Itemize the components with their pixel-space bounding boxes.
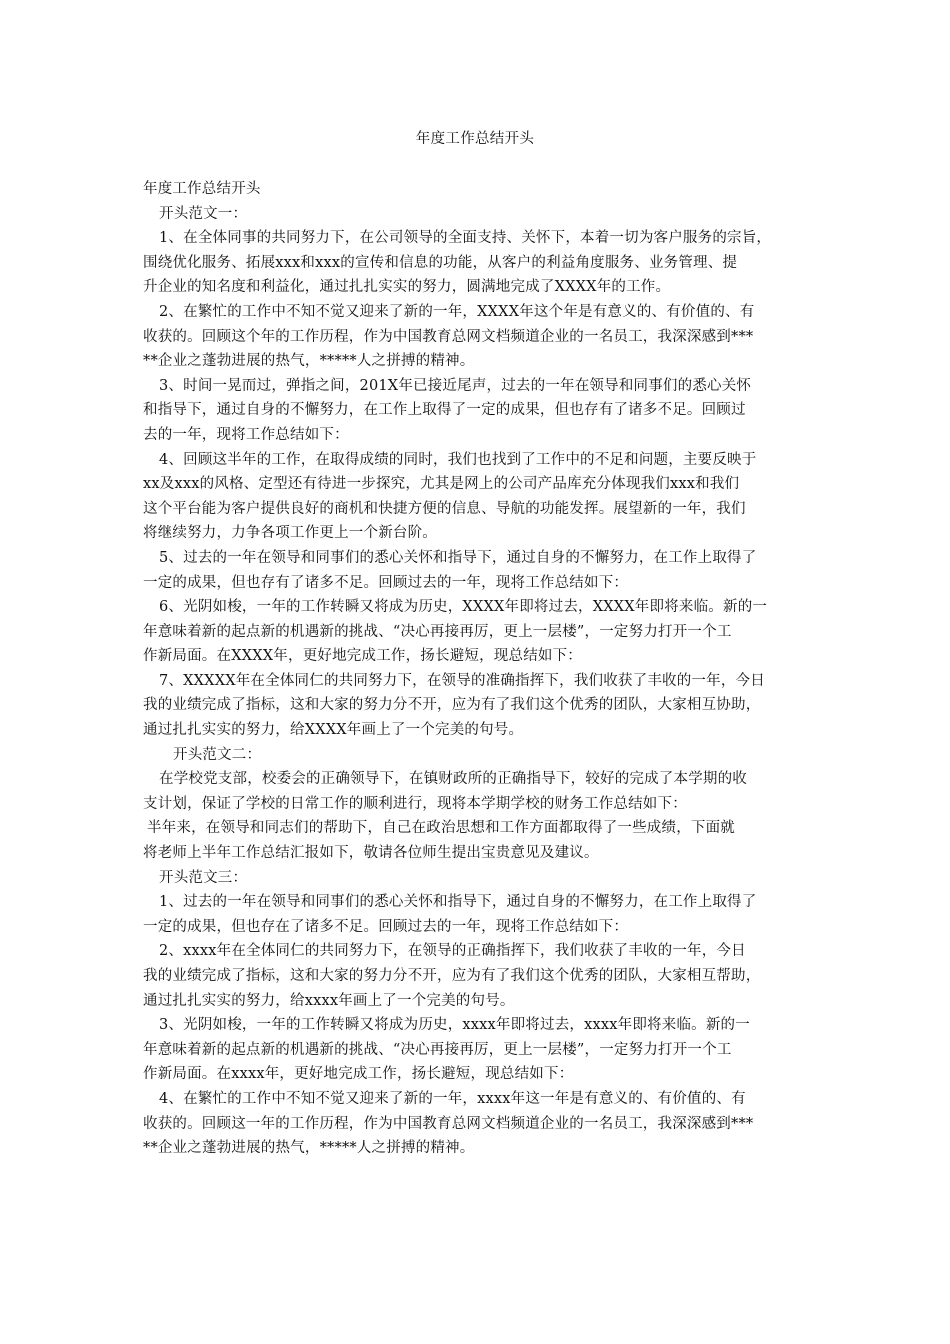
paragraph-line: 作新局面。在xxxx年，更好地完成工作，扬长避短，现总结如下：: [143, 1066, 574, 1083]
paragraph-line: 我的业绩完成了指标，这和大家的努力分不开，应为有了我们这个优秀的团队，大家相互协助，: [143, 697, 761, 714]
paragraph-line: 2、xxxx年在全体同仁的共同努力下，在领导的正确指挥下，我们收获了丰收的一年，今日: [159, 943, 746, 960]
subsection-heading: 开头范文一：: [159, 205, 248, 222]
paragraph-line: 7、XXXXX年在全体同仁的共同努力下，在领导的准确指挥下，我们收获了丰收的一年，今日: [159, 672, 765, 689]
paragraph-line: 4、在繁忙的工作中不知不觉又迎来了新的一年，xxxx年这一年是有意义的、有价值的、有: [159, 1090, 746, 1107]
paragraph-line: 半年来，在领导和同志们的帮助下，自己在政治思想和工作方面都取得了一些成绩，下面就: [147, 820, 735, 837]
paragraph-line: 2、在繁忙的工作中不知不觉又迎来了新的一年，XXXX年这个年是有意义的、有价值的、有: [159, 303, 755, 320]
paragraph-line: 1、在全体同事的共同努力下，在公司领导的全面支持、关怀下，本着一切为客户服务的宗旨，: [159, 230, 772, 247]
paragraph-line: **企业之蓬勃进展的热气，*****人之拼搏的精神。: [143, 353, 475, 370]
paragraph-line: 支计划，保证了学校的日常工作的顺利进行，现将本学期学校的财务工作总结如下：: [143, 795, 687, 812]
paragraph-line: **企业之蓬勃进展的热气，*****人之拼搏的精神。: [143, 1140, 475, 1157]
paragraph-line: xx及xxx的风格、定型还有待进一步探究，尤其是网上的公司产品库充分体现我们xxx和我们: [143, 476, 740, 493]
paragraph-line: 作新局面。在XXXX年，更好地完成工作，扬长避短，现总结如下：: [143, 648, 582, 665]
paragraph-line: 5、过去的一年在领导和同事们的悉心关怀和指导下，通过自身的不懈努力，在工作上取得了: [159, 549, 757, 566]
paragraph-line: 收获的。回顾这个年的工作历程，作为中国教育总网文档频道企业的一名员工，我深深感到***: [143, 328, 754, 345]
paragraph-line: 6、光阴如梭，一年的工作转瞬又将成为历史，XXXX年即将过去，XXXX年即将来临。新的一: [159, 599, 768, 616]
paragraph-line: 和指导下，通过自身的不懈努力，在工作上取得了一定的成果，但也存有了诸多不足。回顾过: [143, 402, 746, 419]
paragraph-line: 3、光阴如梭，一年的工作转瞬又将成为历史，xxxx年即将过去，xxxx年即将来临。新的一: [159, 1017, 750, 1034]
paragraph-line: 围绕优化服务、拓展xxx和xxx的宣传和信息的功能，从客户的利益角度服务、业务管理、提: [143, 254, 738, 271]
paragraph-line: 去的一年，现将工作总结如下：: [143, 426, 349, 443]
paragraph-line: 将老师上半年工作总结汇报如下，敬请各位师生提出宝贵意见及建议。: [143, 845, 599, 862]
paragraph-line: 通过扎扎实实的努力，给xxxx年画上了一个完美的句号。: [143, 992, 515, 1009]
subsection-heading: 开头范文三：: [159, 869, 248, 886]
paragraph-line: 这个平台能为客户提供良好的商机和快捷方便的信息、导航的功能发挥。展望新的一年，我们: [143, 500, 746, 517]
paragraph-line: 年意味着新的起点新的机遇新的挑战、“决心再接再厉，更上一层楼”，一定努力打开一个工: [143, 623, 732, 640]
paragraph-line: 升企业的知名度和利益化，通过扎扎实实的努力，圆满地完成了XXXX年的工作。: [143, 279, 671, 296]
paragraph-line: 一定的成果，但也存有了诸多不足。回顾过去的一年，现将工作总结如下：: [143, 574, 629, 591]
section-heading: 年度工作总结开头: [143, 181, 261, 197]
paragraph-line: 1、过去的一年在领导和同事们的悉心关怀和指导下，通过自身的不懈努力，在工作上取得了: [159, 894, 757, 911]
paragraph-line: 收获的。回顾这一年的工作历程，作为中国教育总网文档频道企业的一名员工，我深深感到***: [143, 1115, 754, 1132]
paragraph-line: 年意味着新的起点新的机遇新的挑战、“决心再接再厉，更上一层楼”，一定努力打开一个工: [143, 1041, 732, 1058]
paragraph-line: 将继续努力，力争各项工作更上一个新台阶。: [143, 525, 437, 542]
paragraph-line: 在学校党支部，校委会的正确领导下，在镇财政所的正确指导下，较好的完成了本学期的收: [159, 771, 747, 788]
paragraph-line: 一定的成果，但也存在了诸多不足。回顾过去的一年，现将工作总结如下：: [143, 918, 629, 935]
paragraph-line: 4、回顾这半年的工作，在取得成绩的同时，我们也找到了工作中的不足和问题，主要反映于: [159, 451, 757, 468]
paragraph-line: 我的业绩完成了指标，这和大家的努力分不开，应为有了我们这个优秀的团队，大家相互帮助，: [143, 968, 761, 984]
document-body: [143, 177, 815, 1161]
paragraph-line: 3、时间一晃而过，弹指之间，201X年已接近尾声，过去的一年在领导和同事们的悉心关怀: [159, 377, 752, 394]
subsection-heading: 开头范文二：: [173, 746, 262, 763]
paragraph-line: 通过扎扎实实的努力，给XXXX年画上了一个完美的句号。: [143, 722, 524, 739]
document-title: 年度工作总结开头: [415, 131, 535, 147]
